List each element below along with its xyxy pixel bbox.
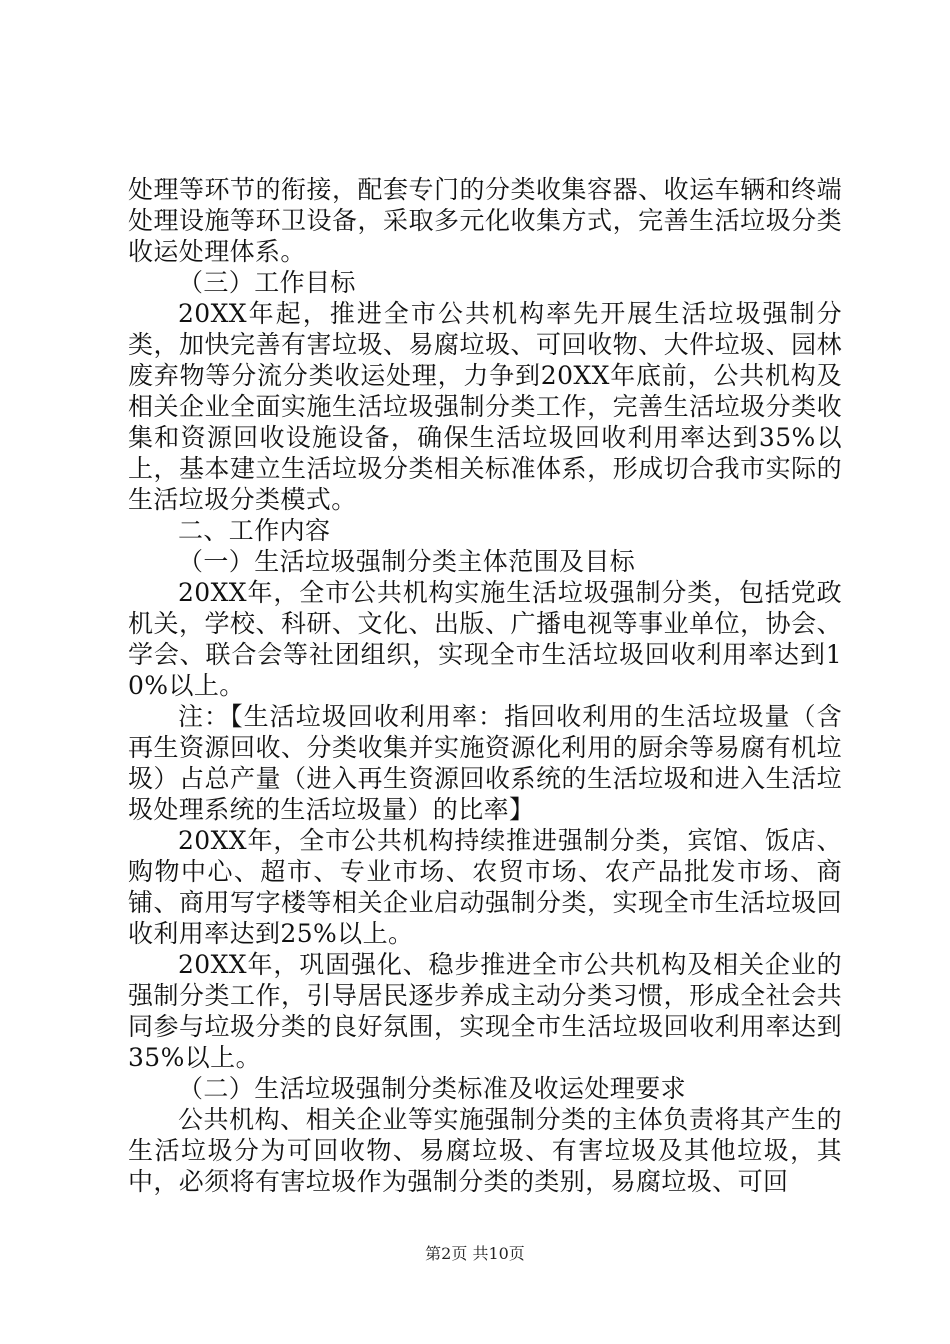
paragraph-enterprises: 20XX年，全市公共机构持续推进强制分类，宾馆、饭店、购物中心、超市、专业市场、农贸市场、农产品批发市场、商铺、商用写字楼等相关企业启动强制分类，实现全市生活垃圾回收利用率达到25%以上。 bbox=[128, 826, 842, 948]
page-footer bbox=[0, 1244, 950, 1264]
section-heading-scope-targets: （一）生活垃圾强制分类主体范围及目标 bbox=[178, 547, 636, 576]
section-heading-work-goals: （三）工作目标 bbox=[178, 268, 356, 297]
paragraph-continuation: 处理等环节的衔接，配套专门的分类收集容器、收运车辆和终端处理设施等环卫设备，采取多元化收集方式，完善生活垃圾分类收运处理体系。 bbox=[128, 175, 842, 266]
paragraph-classification-duty: 公共机构、相关企业等实施强制分类的主体负责将其产生的生活垃圾分为可回收物、易腐垃圾、有害垃圾及其他垃圾，其中，必须将有害垃圾作为强制分类的类别，易腐垃圾、可回 bbox=[128, 1105, 842, 1196]
paragraph-note-recycling-rate: 注：【生活垃圾回收利用率：指回收利用的生活垃圾量（含再生资源回收、分类收集并实施资源化利用的厨余等易腐有机垃圾）占总产量（进入再生资源回收系统的生活垃圾和进入生活垃圾处理系统的生活垃圾量）的比率】 bbox=[128, 702, 842, 824]
section-heading-work-content: 二、工作内容 bbox=[178, 516, 331, 545]
page-number: 第2页 共10页 bbox=[425, 1244, 525, 1263]
paragraph-public-institutions: 20XX年，全市公共机构实施生活垃圾强制分类，包括党政机关，学校、科研、文化、出版、广播电视等事业单位，协会、学会、联合会等社团组织，实现全市生活垃圾回收利用率达到10%以上。 bbox=[128, 578, 842, 700]
section-heading-standards: （二）生活垃圾强制分类标准及收运处理要求 bbox=[178, 1074, 687, 1103]
paragraph-consolidation: 20XX年，巩固强化、稳步推进全市公共机构及相关企业的强制分类工作，引导居民逐步养成主动分类习惯，形成全社会共同参与垃圾分类的良好氛围，实现全市生活垃圾回收利用率达到35%以上。 bbox=[128, 950, 842, 1072]
document-body bbox=[128, 174, 842, 1197]
paragraph-work-goals: 20XX年起，推进全市公共机构率先开展生活垃圾强制分类，加快完善有害垃圾、易腐垃圾、可回收物、大件垃圾、园林废弃物等分流分类收运处理，力争到20XX年底前，公共机构及相关企业全面实施生活垃圾强制分类工作，完善生活垃圾分类收集和资源回收设施设备，确保生活垃圾回收利用率达到35%以上，基本建立生活垃圾分类相关标准体系，形成切合我市实际的生活垃圾分类模式。 bbox=[128, 299, 842, 514]
